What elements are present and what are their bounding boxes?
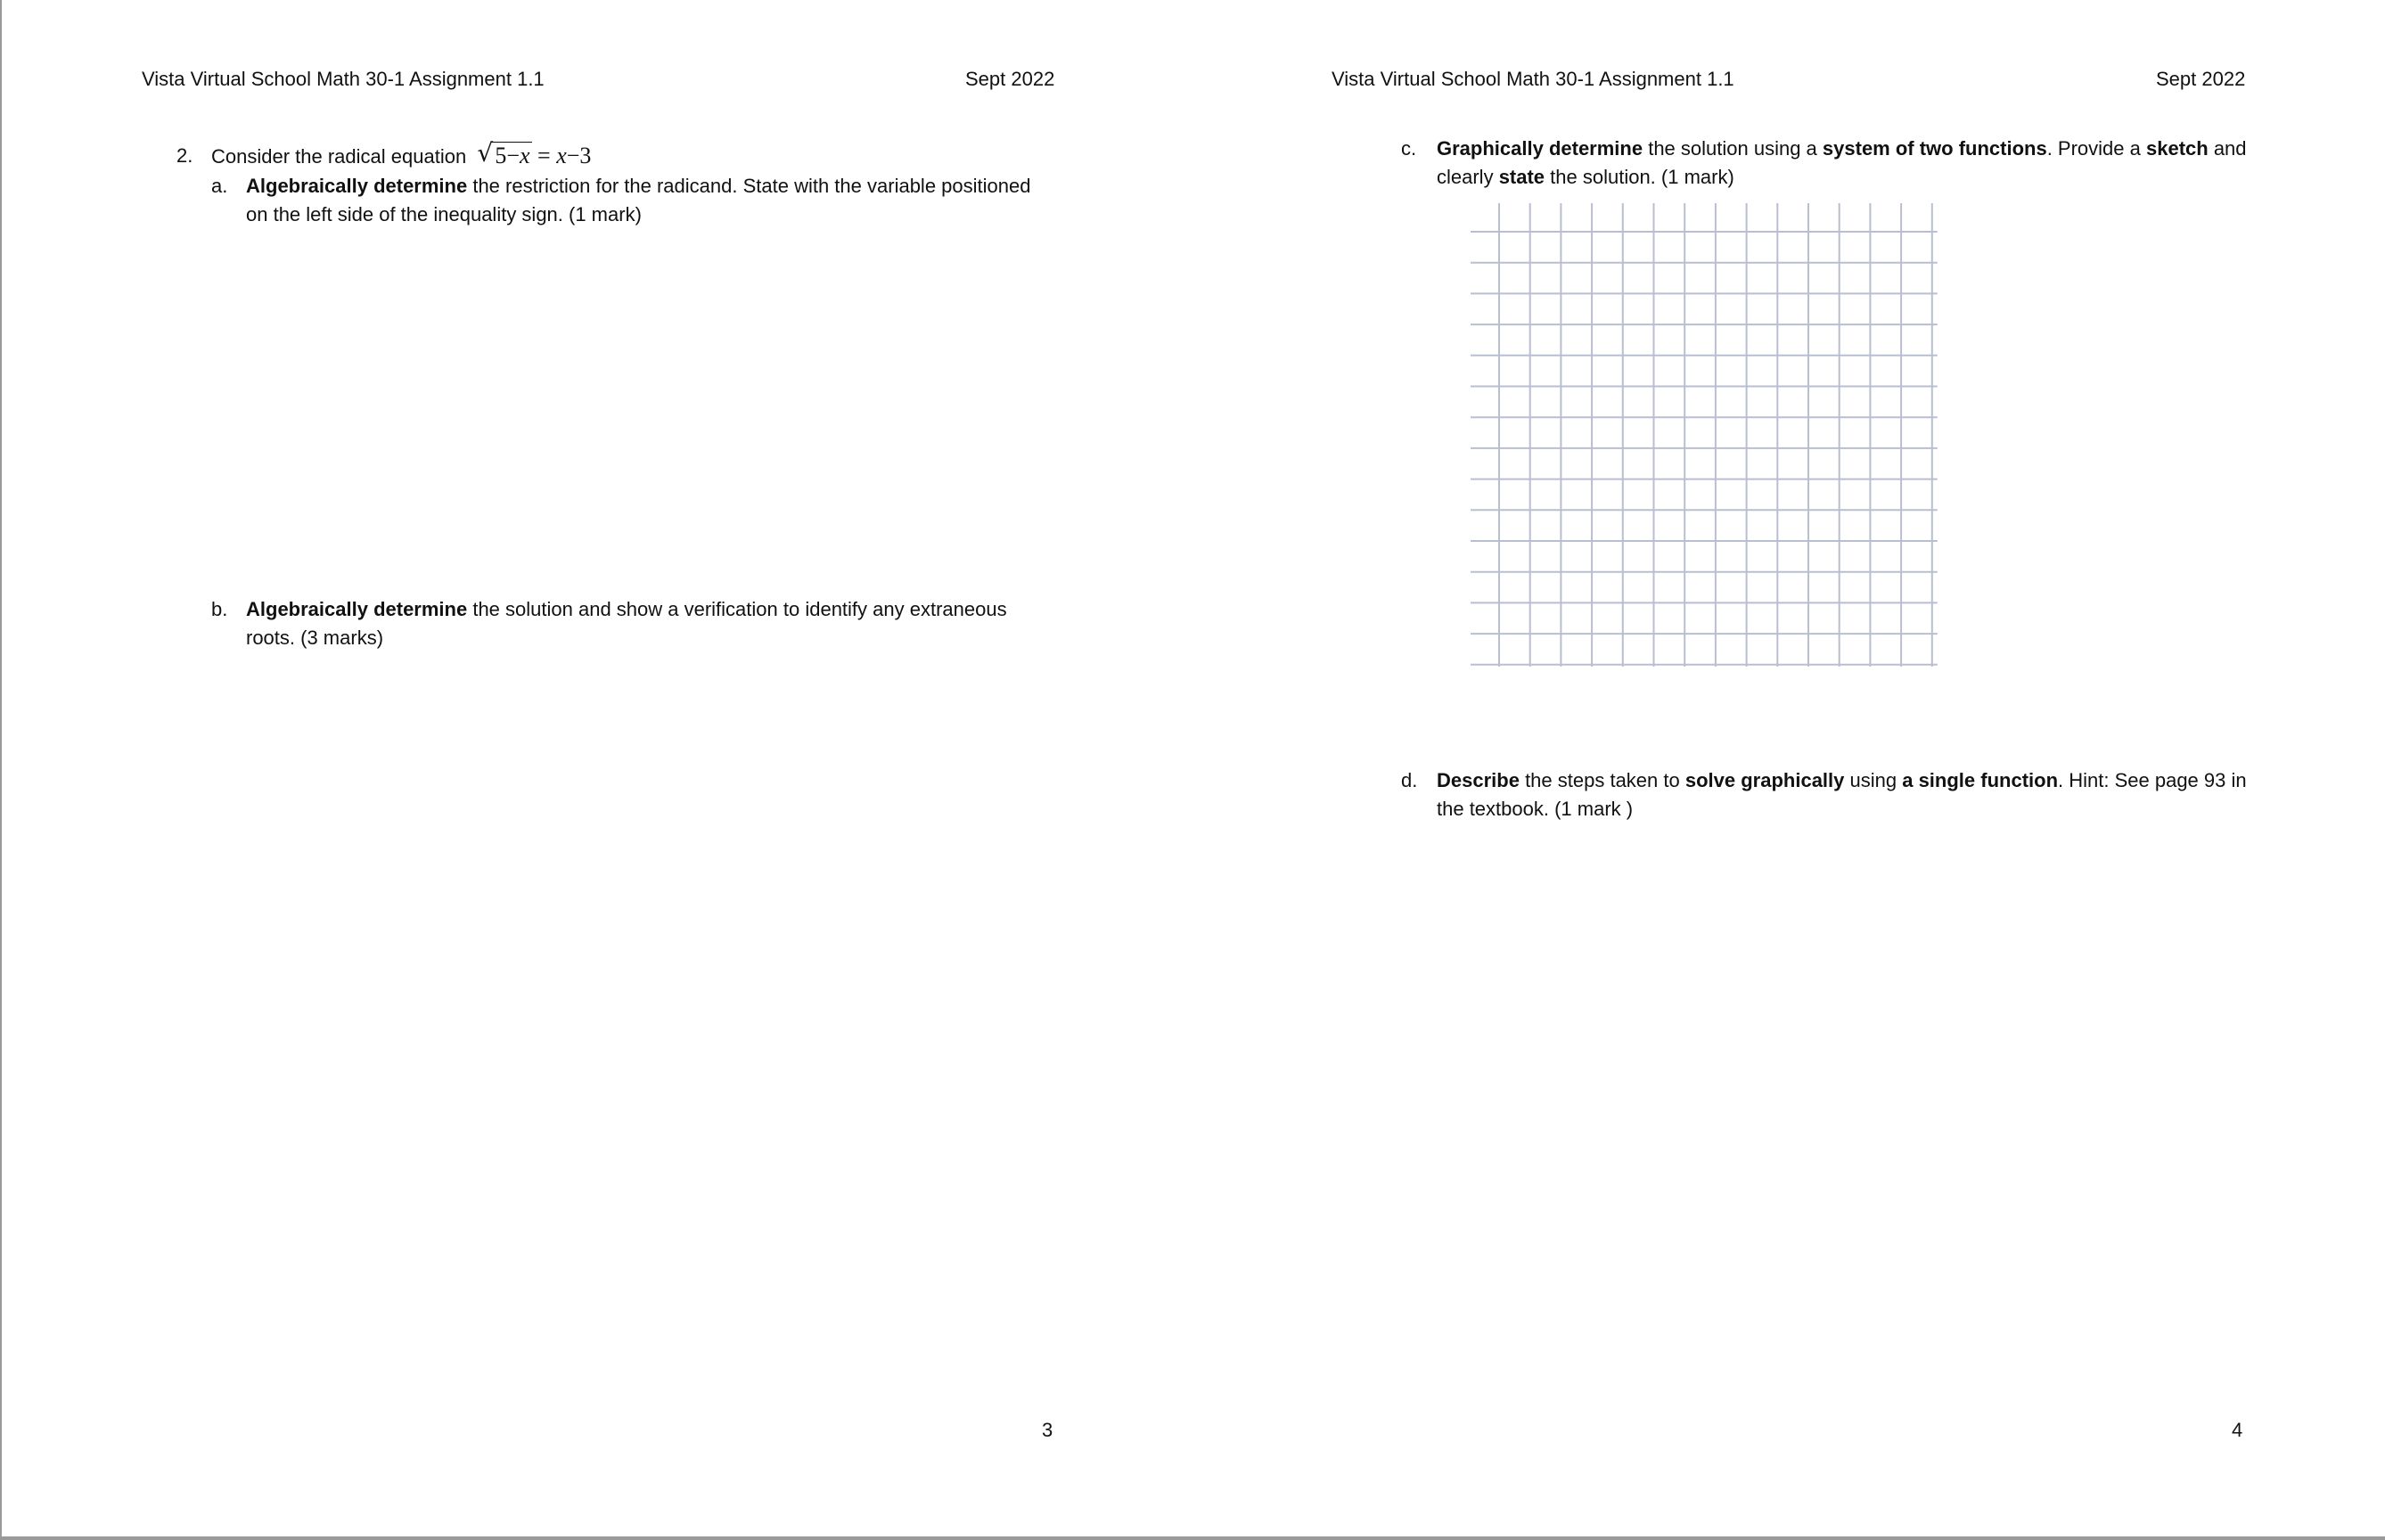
part-d-line-2: the textbook. (1 mark ) <box>1437 798 1634 820</box>
header-date: Sept 2022 <box>965 68 1055 90</box>
part-a-line-2: on the left side of the inequality sign. (1 mark) <box>246 203 642 225</box>
part-b-marker: b. <box>211 598 228 620</box>
page-edge-bottom <box>0 1536 2385 1540</box>
part-a-line-1: Algebraically determine the restriction for the radicand. State with the variable positioned <box>246 175 1031 197</box>
page-number: 4 <box>2232 1419 2243 1441</box>
part-d-marker: d. <box>1401 769 1418 791</box>
part-c-line-2: clearly state the solution. (1 mark) <box>1437 166 1734 188</box>
sqrt-symbol: √ <box>477 138 494 168</box>
radical-equation: √ 5−x = x−3 <box>477 138 592 168</box>
page-3 <box>2 0 1192 1535</box>
question-number: 2. <box>176 144 193 167</box>
header-date: Sept 2022 <box>2156 68 2246 90</box>
radicand: 5−x <box>491 142 531 168</box>
grid-lines <box>1471 203 1938 667</box>
part-c-marker: c. <box>1401 137 1417 160</box>
page-4 <box>1192 0 2383 1535</box>
part-b-line-2: roots. (3 marks) <box>246 627 384 649</box>
part-b-line-1: Algebraically determine the solution and show a verification to identify any extraneous <box>246 598 1007 620</box>
part-c-line-1: Graphically determine the solution using a system of two functions. Provide a sketch and <box>1437 137 2247 160</box>
question-prompt-text: Consider the radical equation <box>211 145 467 168</box>
square-root <box>477 138 531 170</box>
graph-grid <box>1471 203 1938 667</box>
question-prompt <box>211 138 592 171</box>
page-number: 3 <box>1042 1419 1053 1441</box>
part-d-line-1: Describe the steps taken to solve graphically using a single function. Hint: See page 93 in <box>1437 769 2247 791</box>
header-title: Vista Virtual School Math 30-1 Assignment 1.1 <box>1332 68 1734 90</box>
header-title: Vista Virtual School Math 30-1 Assignment 1.1 <box>142 68 545 90</box>
part-a-marker: a. <box>211 175 228 197</box>
